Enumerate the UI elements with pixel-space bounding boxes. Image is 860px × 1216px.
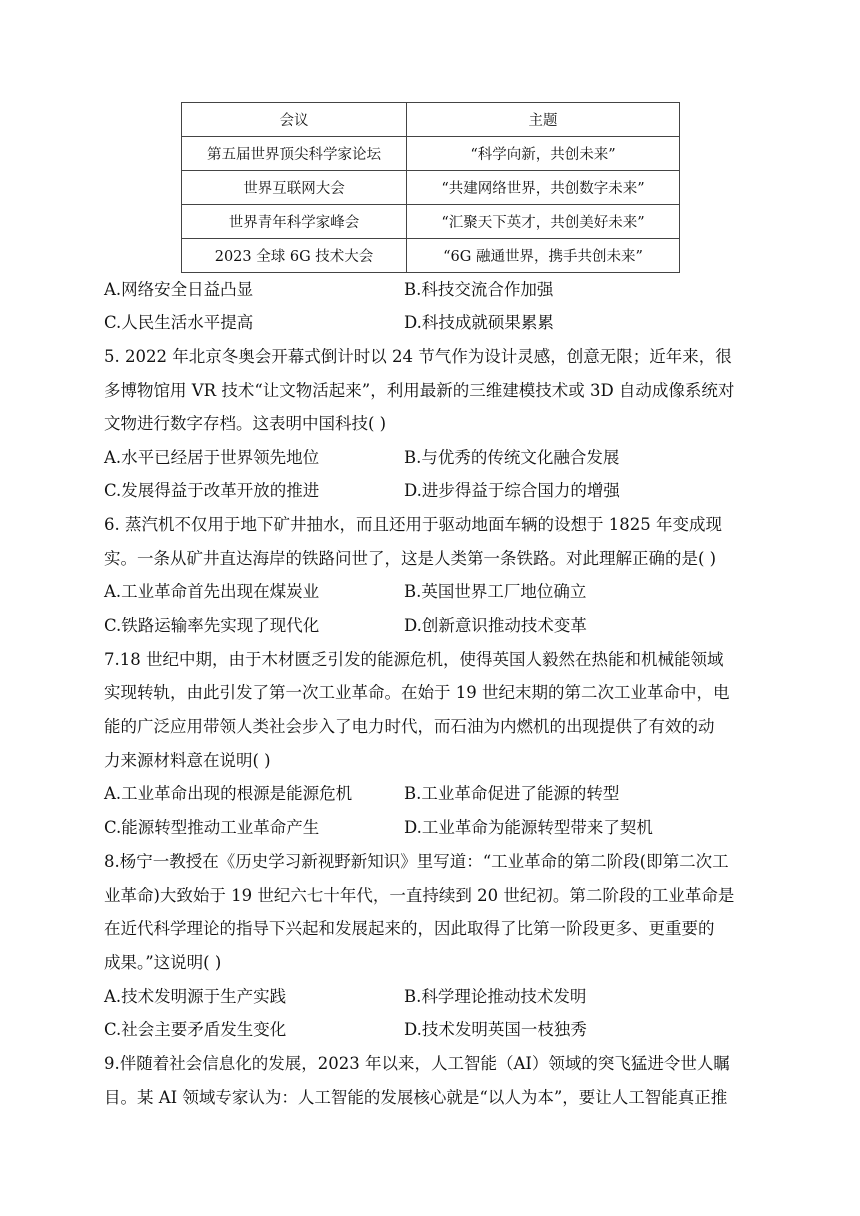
q4-option-c: C.人民生活水平提高 xyxy=(104,313,254,332)
q7-stem-line: 力来源材料意在说明( ) xyxy=(104,751,271,770)
q8-option-d: D.技术发明英国一枝独秀 xyxy=(404,1020,587,1039)
q8-stem-line: 8.杨宁一教授在《历史学习新视野新知识》里写道：“工业革命的第二阶段(即第二次工 xyxy=(104,852,729,871)
table-cell: 2023 全球 6G 技术大会 xyxy=(182,239,407,273)
table-header: 会议 xyxy=(182,103,407,137)
table-cell: “科学向新，共创未来” xyxy=(407,137,680,171)
table-row xyxy=(182,205,680,239)
q8-stem-line: 在近代科学理论的指导下兴起和发展起来的，因此取得了比第一阶段更多、更重要的 xyxy=(104,919,715,938)
q5-stem-line: 文物进行数字存档。这表明中国科技( ) xyxy=(104,414,387,433)
q6-option-b: B.英国世界工厂地位确立 xyxy=(404,582,587,601)
q7-option-a: A.工业革命出现的根源是能源危机 xyxy=(104,784,353,803)
table-row xyxy=(182,137,680,171)
q4-option-a: A.网络安全日益凸显 xyxy=(104,280,254,299)
q8-stem-line: 业革命)大致始于 19 世纪六七十年代，一直持续到 20 世纪初。第二阶段的工业革命是 xyxy=(104,886,735,905)
table-cell: 第五届世界顶尖科学家论坛 xyxy=(182,137,407,171)
q8-option-a: A.技术发明源于生产实践 xyxy=(104,987,287,1006)
table-header-row xyxy=(182,103,680,137)
table-header: 主题 xyxy=(407,103,680,137)
q8-stem-line: 成果。”这说明( ) xyxy=(104,953,222,972)
table-cell: 世界青年科学家峰会 xyxy=(182,205,407,239)
table-cell: “6G 融通世界，携手共创未来” xyxy=(407,239,680,273)
q6-stem-line: 6. 蒸汽机不仅用于地下矿井抽水，而且还用于驱动地面车辆的设想于 1825 年变成现 xyxy=(104,515,722,534)
table-cell: 世界互联网大会 xyxy=(182,171,407,205)
table-row xyxy=(182,239,680,273)
q7-stem-line: 7.18 世纪中期，由于木材匮乏引发的能源危机，使得英国人毅然在热能和机械能领域 xyxy=(104,650,724,669)
q6-option-a: A.工业革命首先出现在煤炭业 xyxy=(104,582,320,601)
conference-table xyxy=(181,102,680,273)
q5-option-d: D.进步得益于综合国力的增强 xyxy=(404,481,620,500)
table-cell: “共建网络世界，共创数字未来” xyxy=(407,171,680,205)
q9-stem-line: 9.伴随着社会信息化的发展，2023 年以来，人工智能（AI）领域的突飞猛进令世人瞩 xyxy=(104,1054,730,1073)
q4-option-b: B.科技交流合作加强 xyxy=(404,280,554,299)
q8-option-b: B.科学理论推动技术发明 xyxy=(404,987,587,1006)
q7-stem-line: 能的广泛应用带领人类社会步入了电力时代，而石油为内燃机的出现提供了有效的动 xyxy=(104,717,715,736)
q5-stem-line: 5. 2022 年北京冬奥会开幕式倒计时以 24 节气作为设计灵感，创意无限；近年来，很 xyxy=(104,347,732,366)
q7-option-c: C.能源转型推动工业革命产生 xyxy=(104,818,320,837)
q5-option-a: A.水平已经居于世界领先地位 xyxy=(104,448,320,467)
q5-stem-line: 多博物馆用 VR 技术“让文物活起来”，利用最新的三维建模技术或 3D 自动成像系统对 xyxy=(104,381,735,400)
q6-option-d: D.创新意识推动技术变革 xyxy=(404,616,587,635)
table-row xyxy=(182,171,680,205)
table-cell: “汇聚天下英才，共创美好未来” xyxy=(407,205,680,239)
q5-option-c: C.发展得益于改革开放的推进 xyxy=(104,481,320,500)
q8-option-c: C.社会主要矛盾发生变化 xyxy=(104,1020,287,1039)
q7-stem-line: 实现转轨，由此引发了第一次工业革命。在始于 19 世纪末期的第二次工业革命中，电 xyxy=(104,683,730,702)
q9-stem-line: 目。某 AI 领域专家认为：人工智能的发展核心就是“以人为本”，要让人工智能真正推 xyxy=(104,1088,728,1107)
q5-option-b: B.与优秀的传统文化融合发展 xyxy=(404,448,620,467)
q7-option-d: D.工业革命为能源转型带来了契机 xyxy=(404,818,653,837)
q4-option-d: D.科技成就硕果累累 xyxy=(404,313,554,332)
q7-option-b: B.工业革命促进了能源的转型 xyxy=(404,784,620,803)
q6-stem-line: 实。一条从矿井直达海岸的铁路问世了，这是人类第一条铁路。对此理解正确的是( ) xyxy=(104,549,717,568)
q6-option-c: C.铁路运输率先实现了现代化 xyxy=(104,616,320,635)
